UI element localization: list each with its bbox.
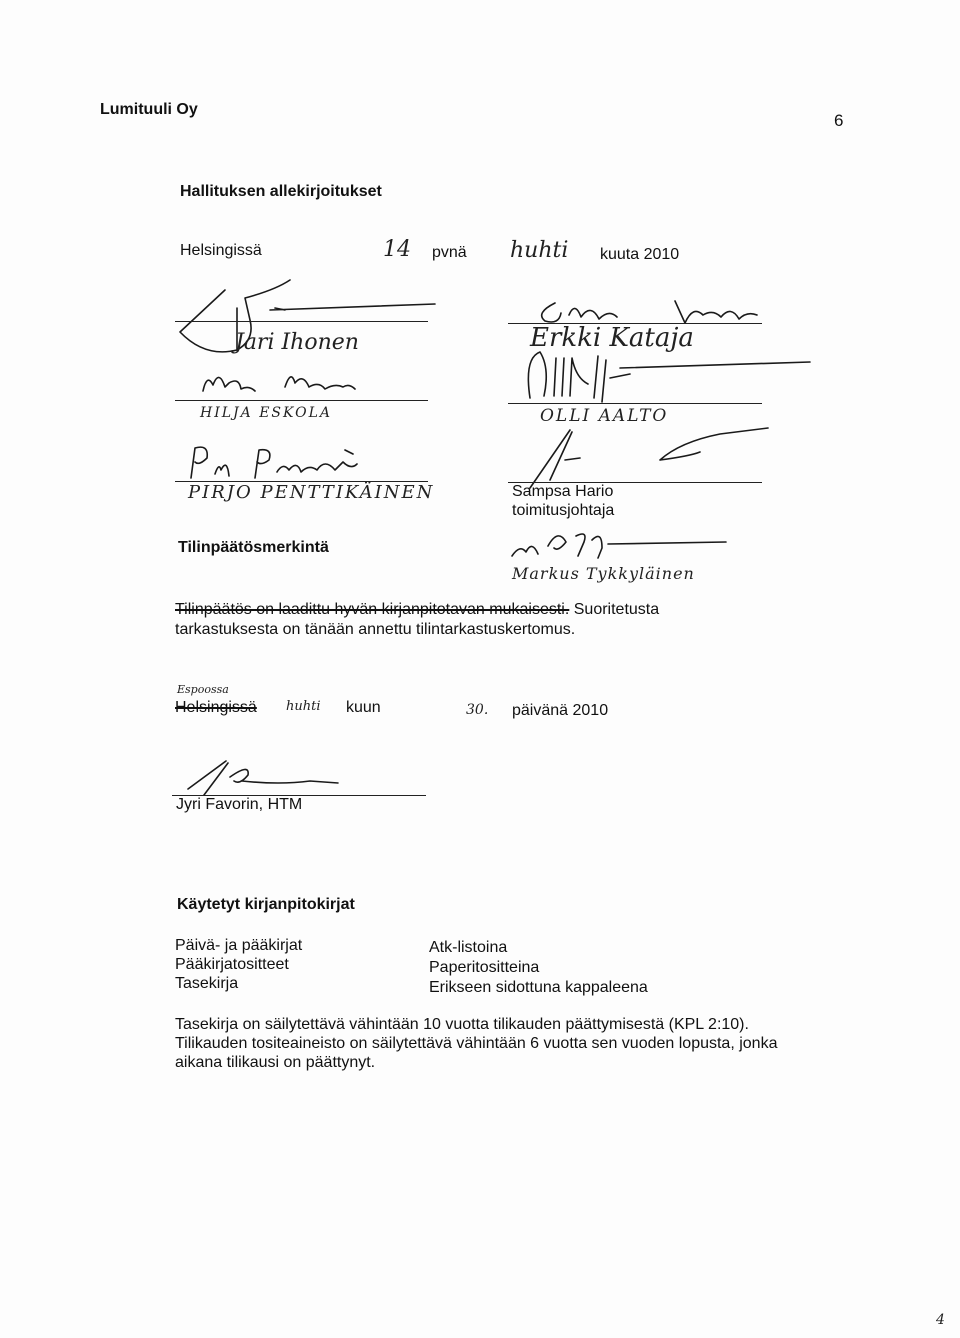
audit-note-line2: tarkastuksesta on tänään annettu tilintarkastuskertomus. (175, 621, 576, 638)
signature-line (508, 403, 762, 404)
signing-month: huhti (510, 238, 569, 263)
list-item: Paperitositteina (429, 959, 540, 976)
signer-name-handwritten: Erkki Kataja (530, 323, 694, 353)
initials-mark: 4 (936, 1312, 945, 1328)
list-item: Tasekirja (175, 975, 239, 992)
signature-line (175, 400, 428, 401)
signer-name-handwritten: Markus Tykkyläinen (512, 564, 695, 583)
signing-day: 14 (383, 237, 411, 262)
retention-line: aikana tilikausi on päättynyt. (175, 1054, 376, 1071)
signature-hilja-eskola (195, 363, 375, 399)
signer-name-handwritten: PIRJO PENTTIKÄINEN (188, 482, 435, 503)
signing-day-suffix: pvnä (432, 244, 467, 261)
signature-markus-tykkylainen (508, 522, 728, 562)
ceo-title: toimitusjohtaja (512, 502, 615, 519)
audit-place-struck: Helsingissä (175, 699, 257, 716)
auditor-name: Jyri Favorin, HTM (176, 796, 303, 813)
audit-day-handwritten: 30. (466, 702, 489, 718)
books-heading: Käytetyt kirjanpitokirjat (177, 896, 355, 913)
audit-month-handwritten: huhti (286, 699, 321, 714)
signer-name-handwritten: OLLI AALTO (540, 406, 669, 426)
company-name: Lumituuli Oy (100, 101, 198, 118)
list-item: Erikseen sidottuna kappaleena (429, 979, 648, 996)
retention-line: Tilikauden tositeaineisto on säilytettävä vähintään 6 vuotta sen vuoden lopusta, jonka (175, 1035, 778, 1052)
audit-note-line1 (175, 601, 659, 619)
retention-paragraph (175, 1015, 777, 1072)
signature-sampsa-hario (510, 420, 770, 490)
signing-month-suffix: kuuta 2010 (600, 246, 680, 263)
page-number: 6 (834, 111, 844, 130)
signature-olli-aalto (510, 348, 810, 406)
signature-jyri-favorin (170, 755, 340, 797)
signer-name-handwritten: HILJA ESKOLA (200, 405, 332, 421)
retention-line: Tasekirja on säilytettävä vähintään 10 vuotta tilikauden päättymisestä (KPL 2:10). (175, 1016, 749, 1033)
signing-place: Helsingissä (180, 242, 262, 259)
audit-place-handwritten: Espoossa (177, 683, 229, 696)
ceo-name: Sampsa Hario (512, 483, 614, 500)
books-left-list (175, 936, 302, 993)
board-signatures-heading: Hallituksen allekirjoitukset (180, 183, 382, 200)
list-item: Pääkirjatositteet (175, 956, 289, 973)
signer-name-handwritten: Jari Ihonen (235, 330, 359, 355)
audit-month-suffix: kuun (346, 699, 381, 716)
signature-pirjo-penttikainen (185, 440, 385, 484)
audit-note-heading: Tilinpäätösmerkintä (178, 539, 329, 556)
audit-note-struck-text: Tilinpäätös on laadittu hyvän kirjanpitotavan mukaisesti. (175, 601, 570, 618)
audit-day-suffix: päivänä 2010 (512, 702, 609, 719)
books-right-list (429, 938, 648, 998)
list-item: Atk-listoina (429, 939, 508, 956)
list-item: Päivä- ja pääkirjat (175, 937, 303, 954)
audit-note-text-tail: Suoritetusta (573, 601, 660, 618)
signature-line (175, 321, 428, 322)
